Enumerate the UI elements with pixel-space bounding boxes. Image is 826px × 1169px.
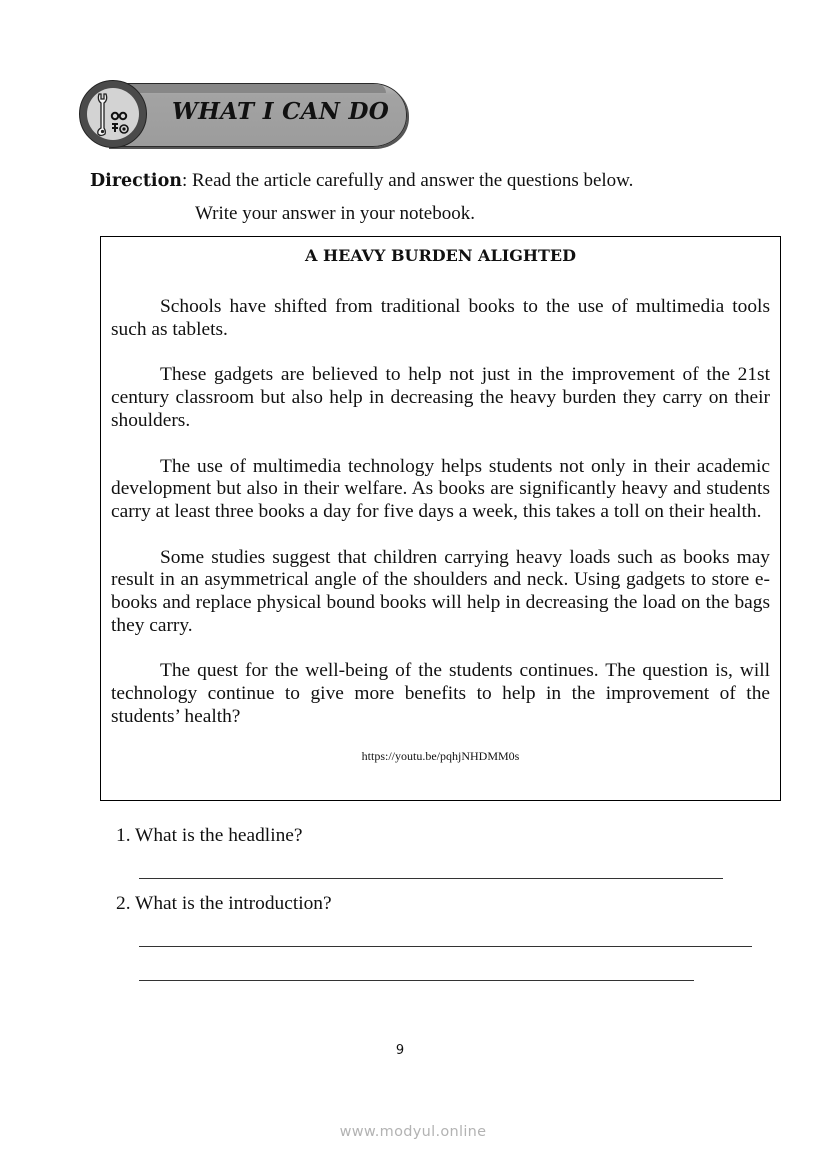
question-1 xyxy=(116,824,303,848)
question-text: What is the headline? xyxy=(135,825,303,846)
direction-label: Direction xyxy=(90,171,182,191)
answer-line-q1[interactable] xyxy=(139,878,723,879)
article-paragraph: The use of multimedia technology helps students not only in their academic development but also in their welfare. As books are significantly heavy and students carry at least three books a day for five days a week, this takes a toll on their health. xyxy=(111,455,770,522)
question-number: 2. xyxy=(116,893,131,914)
article-paragraph: Some studies suggest that children carrying heavy loads such as books may result in an asymmetrical angle of the shoulders and neck. Using gadgets to store e-books and replace physical bound books will help in decreasing the load on the bags they carry. xyxy=(111,546,770,636)
question-text: What is the introduction? xyxy=(135,893,332,914)
article-paragraph: Schools have shifted from traditional books to the use of multimedia tools such as tablets. xyxy=(111,296,770,340)
article-box xyxy=(100,236,781,801)
watermark: www.modyul.online xyxy=(339,1124,487,1140)
page-number: 9 xyxy=(395,1043,405,1058)
tools-wrench-icon xyxy=(87,88,139,140)
direction-separator: : xyxy=(181,170,188,191)
article-paragraph: These gadgets are believed to help not just in the improvement of the 21st century classroom but also help in decreasing the heavy burden they carry on their shoulders. xyxy=(111,364,770,431)
section-banner xyxy=(79,80,407,148)
article-source-link[interactable]: https://youtu.be/pqhjNHDMM0s xyxy=(361,748,520,763)
question-number: 1. xyxy=(116,825,131,846)
article-headline: A HEAVY BURDEN ALIGHTED xyxy=(305,246,576,265)
banner-icon-circle xyxy=(79,80,147,148)
banner-title: WHAT I CAN DO xyxy=(172,98,390,125)
direction-text-line2: Write your answer in your notebook. xyxy=(195,203,475,224)
question-2 xyxy=(116,892,332,916)
direction-text-line1: Read the article carefully and answer the questions below. xyxy=(187,170,634,191)
answer-line-q2-a[interactable] xyxy=(139,946,752,947)
answer-line-q2-b[interactable] xyxy=(139,980,694,981)
direction-instruction xyxy=(90,168,633,194)
article-paragraph: The quest for the well-being of the students continues. The question is, will technology continue to give more benefits to help in the improvement of the students’ health? xyxy=(111,660,770,727)
